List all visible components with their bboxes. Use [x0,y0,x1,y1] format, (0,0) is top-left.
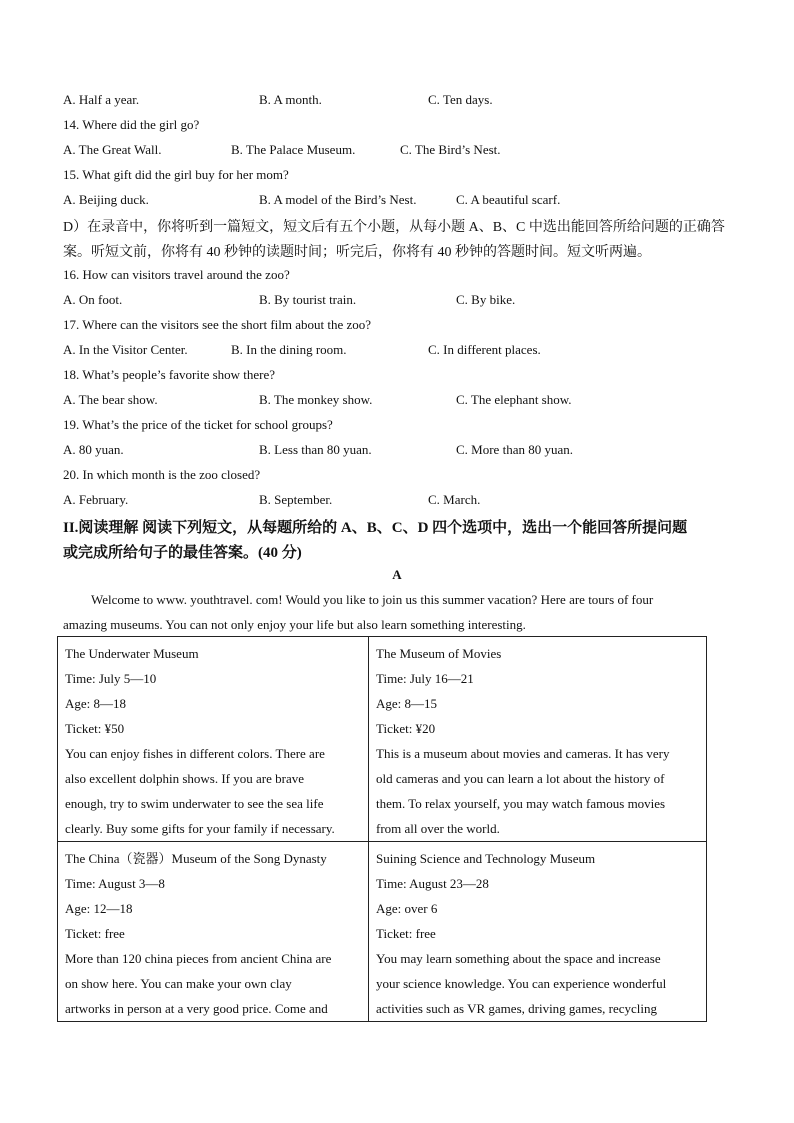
museum-tours-table [57,636,707,1022]
museum-desc-line: clearly. Buy some gifts for your family if necessary. [65,821,335,836]
q14-stem: 14. Where did the girl go? [63,117,200,132]
section-d-instruction-line1: D）在录音中，你将听到一篇短文，短文后有五个小题，从每小题 A、B、C 中选出能回答所给问题的正确答 [63,220,725,235]
museum-ticket: Ticket: ¥20 [376,721,436,736]
museum-ticket: Ticket: free [65,926,125,941]
museum-desc-line: You can enjoy fishes in different colors. There are [65,746,325,761]
passage-title: A [392,567,402,582]
q16-option-b: B. By tourist train. [259,292,357,307]
q19-option-b: B. Less than 80 yuan. [259,442,372,457]
q20-option-a: A. February. [63,492,129,507]
museum-cell [58,842,369,1022]
museum-time: Time: July 16—21 [376,671,474,686]
q20-option-b: B. September. [259,492,333,507]
section-2-heading-line2: 或完成所给句子的最佳答案。(40 分) [63,545,302,561]
museum-time: Time: August 23—28 [376,876,489,891]
q16-option-a: A. On foot. [63,292,123,307]
q19-stem: 19. What’s the price of the ticket for school groups? [63,417,333,432]
q17-option-c: C. In different places. [428,342,541,357]
museum-age: Age: 8—18 [65,696,127,711]
museum-desc-line: old cameras and you can learn a lot about the history of [376,771,665,786]
museum-ticket: Ticket: free [376,926,436,941]
museum-cell [58,637,369,842]
museum-ticket: Ticket: ¥50 [65,721,125,736]
museum-desc-line: enough, try to swim underwater to see the sea life [65,796,324,811]
museum-age: Age: over 6 [376,901,438,916]
q15-option-b: B. A model of the Bird’s Nest. [259,192,417,207]
museum-desc-line: from all over the world. [376,821,500,836]
museum-name: The China（瓷器）Museum of the Song Dynasty [65,851,327,866]
museum-name: Suining Science and Technology Museum [376,851,596,866]
q15-option-c: C. A beautiful scarf. [456,192,561,207]
q20-option-c: C. March. [428,492,481,507]
q14-option-a: A. The Great Wall. [63,142,162,157]
museum-desc-line: More than 120 china pieces from ancient China are [65,951,332,966]
q13-option-c: C. Ten days. [428,92,493,107]
museum-cell [369,637,707,842]
q19-option-a: A. 80 yuan. [63,442,124,457]
q18-stem: 18. What’s people’s favorite show there? [63,367,276,382]
q14-option-b: B. The Palace Museum. [231,142,356,157]
section-d-instruction-line2: 案。听短文前，你将有 40 秒钟的读题时间；听完后，你将有 40 秒钟的答题时间。短文听两遍。 [63,245,651,260]
q14-option-c: C. The Bird’s Nest. [400,142,501,157]
q17-stem: 17. Where can the visitors see the short film about the zoo? [63,317,372,332]
museum-desc-line: also excellent dolphin shows. If you are brave [65,771,304,786]
museum-desc-line: them. To relax yourself, you may watch famous movies [376,796,666,811]
q19-option-c: C. More than 80 yuan. [456,442,573,457]
museum-desc-line: You may learn something about the space and increase [376,951,661,966]
museum-desc-line: your science knowledge. You can experience wonderful [376,976,667,991]
q16-stem: 16. How can visitors travel around the zoo? [63,267,290,282]
passage-intro-line2: amazing museums. You can not only enjoy your life but also learn something interesting. [63,617,526,632]
museum-age: Age: 8—15 [376,696,438,711]
passage-intro-line1: Welcome to www. youthtravel. com! Would you like to join us this summer vacation? Here are tours of four [91,592,654,607]
museum-desc-line: artworks in person at a very good price. Come and [65,1001,328,1016]
museum-cell [369,842,707,1022]
museum-name: The Underwater Museum [65,646,199,661]
q13-option-a: A. Half a year. [63,92,140,107]
museum-name: The Museum of Movies [376,646,502,661]
q16-option-c: C. By bike. [456,292,516,307]
q15-stem: 15. What gift did the girl buy for her mom? [63,167,289,182]
q18-option-a: A. The bear show. [63,392,158,407]
museum-desc-line: activities such as VR games, driving games, recycling [376,1001,657,1016]
q20-stem: 20. In which month is the zoo closed? [63,467,261,482]
q13-option-b: B. A month. [259,92,322,107]
section-2-heading-line1: II.阅读理解 阅读下列短文，从每题所给的 A、B、C、D 四个选项中，选出一个能回答所提问题 [63,520,688,536]
museum-age: Age: 12—18 [65,901,133,916]
q17-option-b: B. In the dining room. [231,342,347,357]
q18-option-b: B. The monkey show. [259,392,373,407]
q17-option-a: A. In the Visitor Center. [63,342,188,357]
museum-desc-line: on show here. You can make your own clay [65,976,292,991]
museum-desc-line: This is a museum about movies and cameras. It has very [376,746,670,761]
museum-time: Time: August 3—8 [65,876,165,891]
museum-time: Time: July 5—10 [65,671,157,686]
q15-option-a: A. Beijing duck. [63,192,149,207]
q18-option-c: C. The elephant show. [456,392,572,407]
